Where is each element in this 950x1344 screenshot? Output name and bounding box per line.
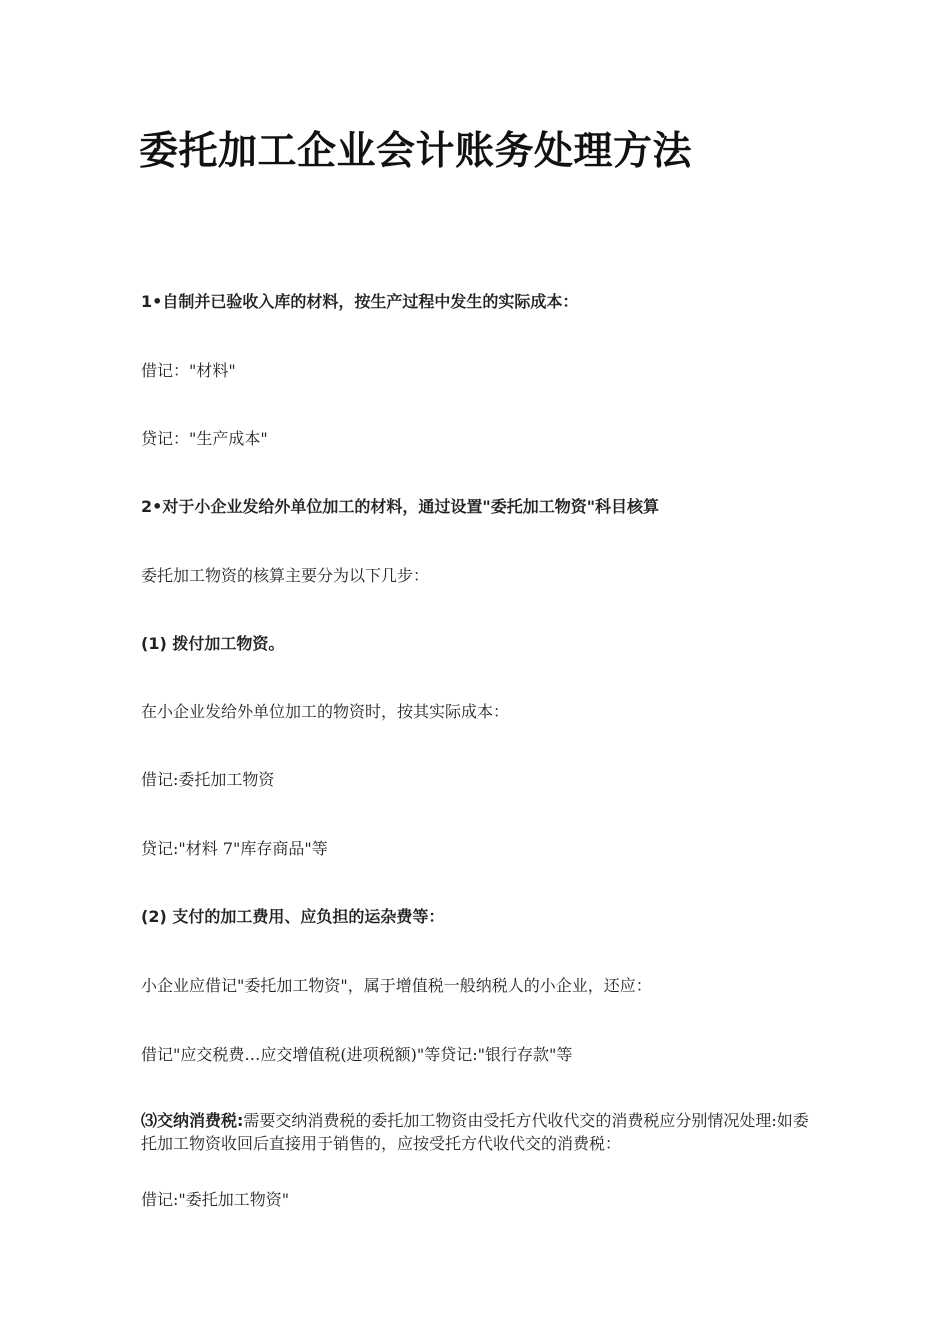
heading-step-2: 2•对于小企业发给外单位加工的材料，通过设置"委托加工物资"科目核算 xyxy=(141,497,660,516)
debit-consigned-materials-2: 借记:"委托加工物资" xyxy=(141,1190,290,1209)
credit-materials-goods: 贷记:"材料 7"库存商品"等 xyxy=(141,839,328,858)
consumption-tax-text: 需要交纳消费税的委托加工物资由受托方代收代交的消费税应分别情况处理:如委托加工物资收回后直接用于销售的，应按受托方代收代交的消费税： xyxy=(141,1111,809,1153)
steps-intro: 委托加工物资的核算主要分为以下几步： xyxy=(141,566,430,585)
consumption-tax-paragraph xyxy=(141,1110,821,1156)
debit-materials: 借记："材料" xyxy=(141,361,236,380)
vat-entry: 借记"应交税费…应交增值税(进项税额)"等贷记:"银行存款"等 xyxy=(141,1045,573,1064)
subheading-3: ⑶交纳消费税: xyxy=(141,1111,244,1130)
heading-step-1: 1•自制并已验收入库的材料，按生产过程中发生的实际成本： xyxy=(141,292,579,311)
processing-fee-text: 小企业应借记"委托加工物资"，属于增值税一般纳税人的小企业，还应： xyxy=(141,976,652,995)
subheading-1: (1) 拨付加工物资。 xyxy=(141,634,285,653)
issue-materials-text: 在小企业发给外单位加工的物资时，按其实际成本： xyxy=(141,702,510,721)
document-title: 委托加工企业会计账务处理方法 xyxy=(139,129,693,174)
subheading-2: (2) 支付的加工费用、应负担的运杂费等： xyxy=(141,907,445,926)
debit-consigned-materials: 借记:委托加工物资 xyxy=(141,770,275,789)
credit-production-cost: 贷记："生产成本" xyxy=(141,429,268,448)
